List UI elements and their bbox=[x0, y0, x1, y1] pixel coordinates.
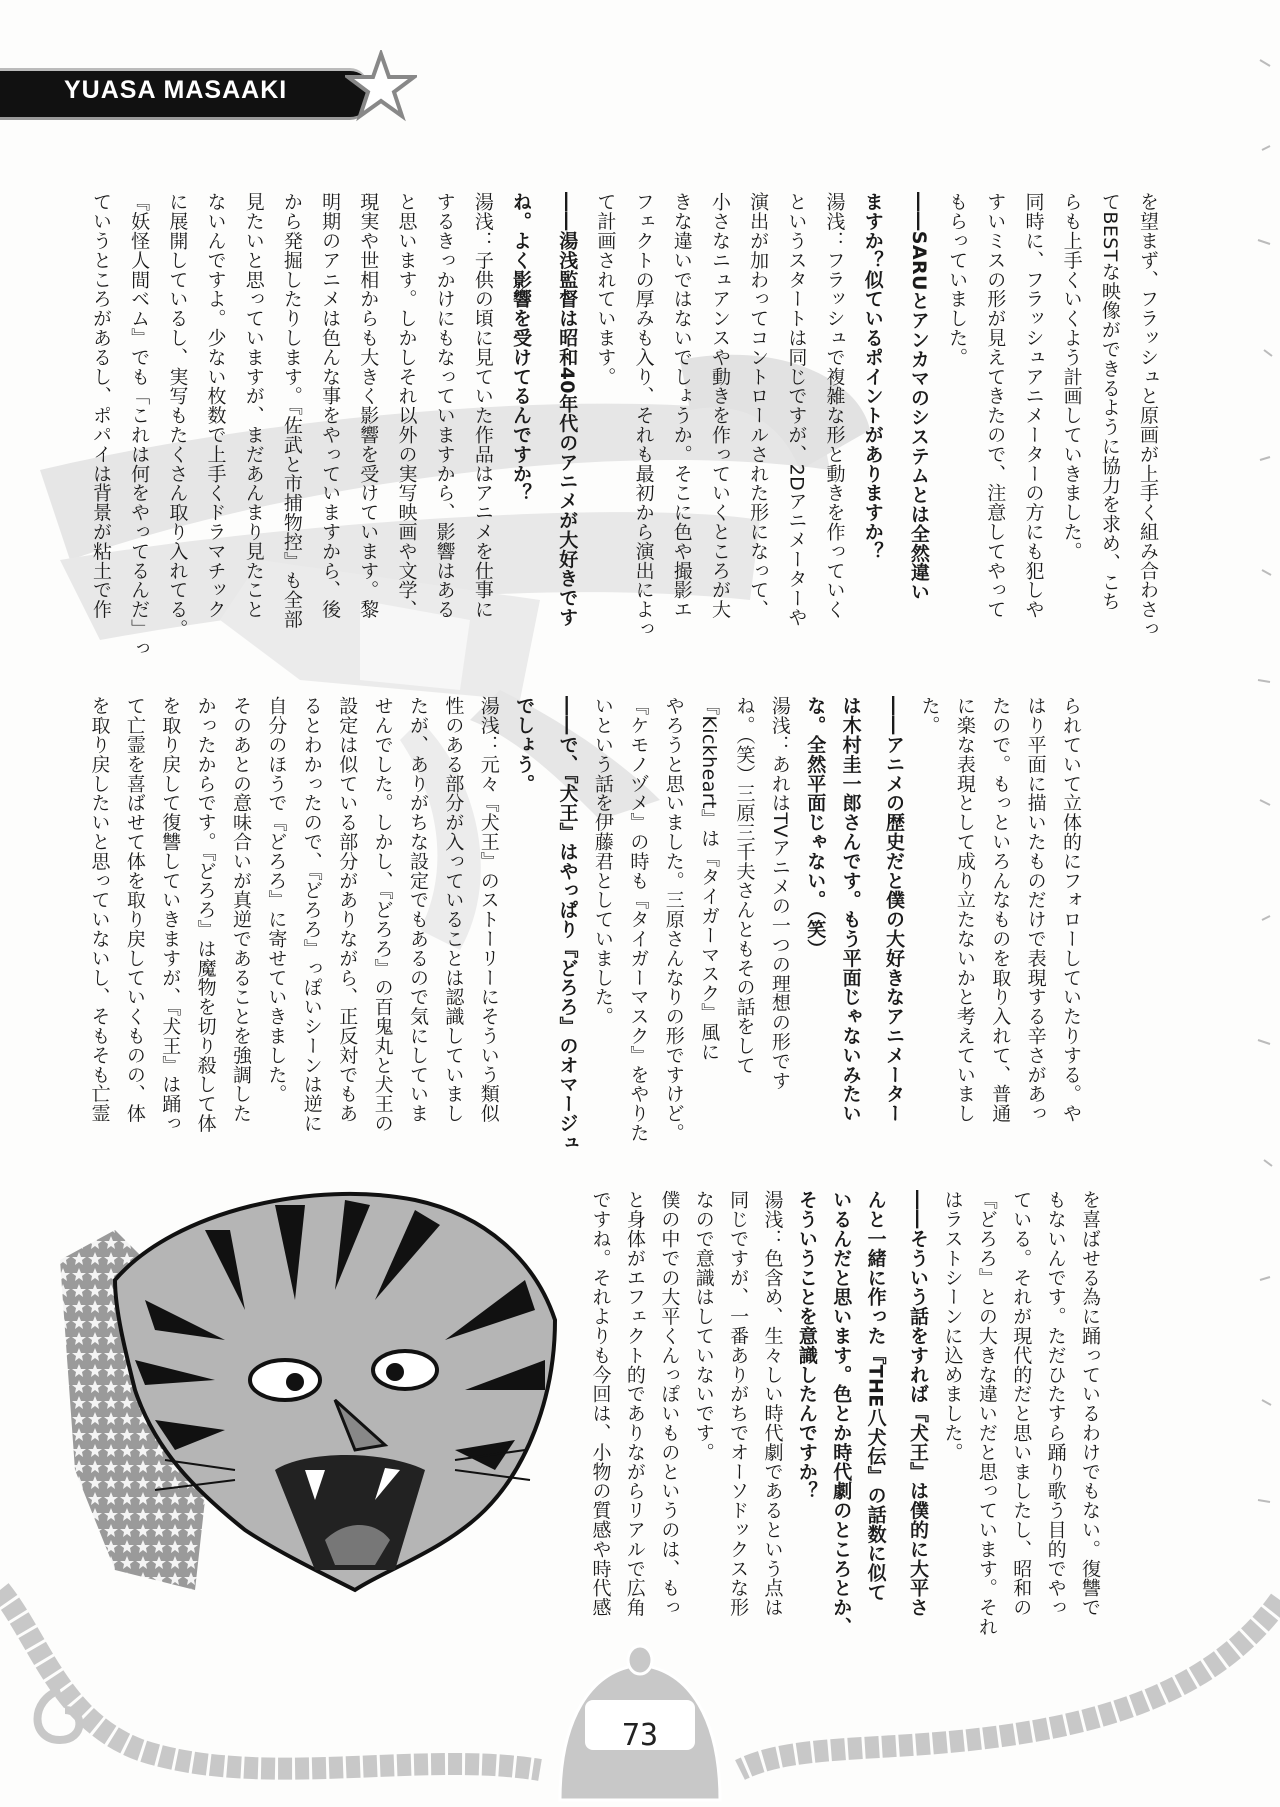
interview-text-line: 設定は似ている部分がありながら、正反対でもあ bbox=[336, 696, 359, 1123]
interview-text-line: はラストシーンに込めました。 bbox=[941, 1190, 964, 1462]
interview-text-line: 湯浅：フラッシュで複雑な形と動きを作っていく bbox=[823, 192, 846, 619]
interview-question-line: な。全然平面じゃない。（笑） bbox=[804, 696, 827, 959]
interview-text-line: から発掘したりします。『佐武と市捕物控』も全部 bbox=[280, 192, 303, 629]
interview-text-line: た。 bbox=[918, 696, 941, 735]
interview-text-line: を取り戻して復讐していきますが、『犬王』は踊っ bbox=[159, 696, 182, 1133]
interview-text-line: するきっかけにもなっていますから、影響はある bbox=[433, 192, 456, 619]
interview-question-line: ――アニメの歴史だと僕の大好きなアニメーター bbox=[883, 696, 906, 1123]
interview-text-line: を取り戻したいと思っていないし、そもそも亡霊 bbox=[88, 696, 111, 1123]
interview-question-line: そういうことを意識したんですか？ bbox=[795, 1190, 818, 1501]
interview-text-line: と身体がエフェクト的でありながらリアルで広角 bbox=[623, 1190, 646, 1617]
interview-text-line: ないんですよ。少ない枚数で上手くドラマチック bbox=[204, 192, 227, 619]
header-title: YUASA MASAAKI bbox=[64, 76, 288, 104]
interview-text-line: いという話を伊藤君としていました。 bbox=[591, 696, 614, 1026]
interview-question-line: いるんだと思います。色とか時代劇のところとか、 bbox=[830, 1190, 853, 1637]
interview-text-line: と思います。しかしそれ以外の実写映画や文学、 bbox=[395, 192, 418, 619]
interview-question-line: ――そういう話をすれば『犬王』は僕的に大平さ bbox=[907, 1190, 930, 1617]
interview-text-line: てBESTな映像ができるように協力を求め、こち bbox=[1098, 192, 1121, 611]
interview-text-line: 湯浅：子供の頃に見ていた作品はアニメを仕事に bbox=[471, 192, 494, 619]
interview-text-line: 『どろろ』との大きな違いだと思っています。それ bbox=[975, 1190, 998, 1637]
interview-text-line: 僕の中での大平くんっぽいものというのは、もっ bbox=[658, 1190, 681, 1617]
interview-text-line: もないんです。ただひたすら踊り歌う目的でやっ bbox=[1044, 1190, 1067, 1617]
interview-text-line: 湯浅：色含め、生々しい時代劇であるという点は bbox=[761, 1190, 784, 1617]
interview-text-line: 同時に、フラッシュアニメーターの方にも犯しや bbox=[1022, 192, 1045, 619]
interview-question-line: ――湯浅監督は昭和40年代のアニメが大好きです bbox=[556, 192, 579, 627]
page-edge-decoration bbox=[1240, 40, 1280, 1540]
interview-question-line: んと一緒に作った『THE八犬伝』の話数に似て bbox=[864, 1190, 887, 1602]
interview-text-line: に展開しているし、実写もたくさん取り入れてる。 bbox=[166, 192, 189, 639]
interview-text-line: て亡霊を喜ばせて体を取り戻していくものの、体 bbox=[123, 696, 146, 1123]
interview-text-line: ている。それが現代的だと思いましたし、昭和の bbox=[1010, 1190, 1033, 1617]
interview-text-line: に楽な表現として成り立たないかと考えていまし bbox=[953, 696, 976, 1123]
interview-text-line: を望まず、フラッシュと原画が上手く組み合わさっ bbox=[1137, 192, 1159, 639]
interview-text-line: 見たいと思っていますが、まだあんまり見たこと bbox=[242, 192, 265, 619]
interview-question-line: ――で、『犬王』はやっぱり『どろろ』のオマージュ bbox=[556, 696, 579, 1153]
interview-text-line: すいミスの形が見えてきたので、注意してやって bbox=[984, 192, 1007, 619]
interview-text-line: なので意識はしていないです。 bbox=[692, 1190, 715, 1462]
interview-text-line: というスタートは同じですが、2Dアニメーターや bbox=[785, 192, 808, 627]
interview-text-line: そのあとの意味合いが真逆であることを強調した bbox=[230, 696, 253, 1123]
interview-question-line: ――SARUとアンカマのシステムとは全然違い bbox=[907, 192, 930, 602]
interview-text-line: 現実や世相からも大きく影響を受けています。黎 bbox=[357, 192, 380, 619]
interview-text-line: 性のある部分が入っていることは認識していまし bbox=[442, 696, 465, 1123]
interview-text-line: せんでした。しかし、『どろろ』の百鬼丸と犬王の bbox=[371, 696, 394, 1133]
interview-text-line: フェクトの厚みも入り、それも最初から演出によっ bbox=[632, 192, 655, 639]
interview-question-line: は木村圭一郎さんです。もう平面じゃないみたい bbox=[839, 696, 862, 1123]
interview-text-line: ですね。それよりも今回は、小物の質感や時代感 bbox=[589, 1190, 612, 1617]
interview-text-line: 『Kickheart』は『タイガーマスク』風に bbox=[698, 696, 721, 1062]
interview-text-line: 自分のほうで『どろろ』に寄せていきました。 bbox=[265, 696, 288, 1104]
interview-text-line: 『妖怪人間ベム』でも「これは何をやってるんだ」っ bbox=[128, 192, 151, 658]
interview-text-line: 明期のアニメは色んな事をやっていますから、後 bbox=[319, 192, 342, 619]
interview-text-line: 湯浅：あれはTVアニメの一つの理想の形です bbox=[768, 696, 791, 1091]
interview-text-line: たので。もっといろんなものを取り入れて、普通 bbox=[989, 696, 1012, 1123]
interview-text-line: かったからです。『どろろ』は魔物を切り殺して体 bbox=[194, 696, 217, 1133]
article-text-block-middle bbox=[73, 696, 1080, 1156]
interview-text-line: て計画されています。 bbox=[594, 192, 617, 386]
interview-text-line: たが、ありがちな設定でもあるので気にしていま bbox=[406, 696, 429, 1123]
interview-text-line: 小さなニュアンスや動きを作っていくところが大 bbox=[708, 192, 731, 619]
interview-text-line: らも上手くいくよう計画していきました。 bbox=[1060, 192, 1083, 561]
interview-text-line: 同じですが、一番ありがちでオーソドックスな形 bbox=[727, 1190, 750, 1617]
interview-question-line: ね。よく影響を受けてるんですか？ bbox=[510, 192, 532, 503]
interview-text-line: るとわかったので、『どろろ』っぽいシーンは逆に bbox=[300, 696, 323, 1133]
interview-text-line: はり平面に描いたものだけで表現する辛さがあっ bbox=[1024, 696, 1047, 1123]
star-icon bbox=[345, 50, 417, 122]
interview-text-line: ていうところがあるし、ポパイは背景が粘土で作 bbox=[89, 192, 112, 619]
interview-text-line: 湯浅：元々『犬王』のストーリーにそういう類似 bbox=[477, 696, 500, 1123]
page-number: 73 bbox=[621, 1718, 659, 1753]
interview-text-line: 演出が加わってコントロールされた形になって、 bbox=[747, 192, 770, 619]
interview-text-line: きな違いではないでしょうか。そこに色や撮影エ bbox=[670, 192, 693, 619]
interview-text-line: を喜ばせる為に踊っているわけでもない。復讐で bbox=[1079, 1190, 1101, 1617]
article-text-block-top bbox=[72, 192, 1159, 658]
interview-question-line: でしょう。 bbox=[513, 696, 536, 793]
interview-text-line: 『ケモノヅメ』の時も『タイガーマスク』をやりた bbox=[627, 696, 650, 1143]
article-text-block-bottom bbox=[575, 1190, 1099, 1640]
interview-text-line: られていて立体的にフォローしていたりする。や bbox=[1060, 696, 1082, 1123]
interview-text-line: やろうと思いました。三原さんなりの形ですけど。 bbox=[662, 696, 685, 1143]
interview-text-line: もらっていました。 bbox=[946, 192, 969, 367]
interview-text-line: ね。（笑）三原三千夫さんともその話をして bbox=[733, 696, 756, 1075]
interview-question-line: ますか？似ているポイントがありますか？ bbox=[861, 192, 884, 561]
